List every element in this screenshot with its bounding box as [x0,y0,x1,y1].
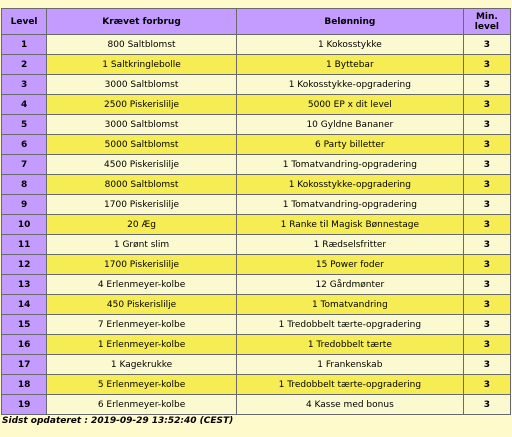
level-cell: 6 [2,135,47,155]
header-reward: Belønning [237,9,464,35]
level-cell: 10 [2,215,47,235]
header-level: Level [2,9,47,35]
reward-cell: 1 Byttebar [237,55,464,75]
reward-cell: 1 Tomatvandring-opgradering [237,155,464,175]
required-cell: 5000 Saltblomst [47,135,237,155]
min-level-cell: 3 [464,135,511,155]
min-level-cell: 3 [464,235,511,255]
level-cell: 2 [2,55,47,75]
min-level-cell: 3 [464,55,511,75]
reward-cell: 1 Rædselsfritter [237,235,464,255]
header-required: Krævet forbrug [47,9,237,35]
reward-cell: 1 Tredobbelt tærte-opgradering [237,315,464,335]
level-cell: 4 [2,95,47,115]
reward-cell: 1 Ranke til Magisk Bønnestage [237,215,464,235]
table-row [2,95,511,115]
level-cell: 12 [2,255,47,275]
required-cell: 5 Erlenmeyer-kolbe [47,375,237,395]
table-row [2,55,511,75]
min-level-cell: 3 [464,95,511,115]
level-cell: 8 [2,175,47,195]
min-level-cell: 3 [464,275,511,295]
table-row [2,255,511,275]
level-cell: 13 [2,275,47,295]
required-cell: 1700 Piskerislilje [47,255,237,275]
min-level-cell: 3 [464,75,511,95]
min-level-cell: 3 [464,35,511,55]
reward-cell: 6 Party billetter [237,135,464,155]
min-level-cell: 3 [464,395,511,415]
table-row [2,135,511,155]
table-row [2,35,511,55]
reward-cell: 1 Tomatvandring [237,295,464,315]
min-level-cell: 3 [464,295,511,315]
table-row [2,115,511,135]
min-level-cell: 3 [464,175,511,195]
required-cell: 3000 Saltblomst [47,75,237,95]
level-cell: 14 [2,295,47,315]
table-row [2,375,511,395]
rewards-table [1,8,511,415]
required-cell: 8000 Saltblomst [47,175,237,195]
level-cell: 9 [2,195,47,215]
table-row [2,195,511,215]
level-cell: 5 [2,115,47,135]
table-row [2,335,511,355]
header-min-level [464,9,511,35]
required-cell: 6 Erlenmeyer-kolbe [47,395,237,415]
reward-cell: 1 Frankenskab [237,355,464,375]
table-row [2,275,511,295]
required-cell: 1 Kagekrukke [47,355,237,375]
min-level-cell: 3 [464,355,511,375]
reward-cell: 1 Kokosstykke-opgradering [237,175,464,195]
min-level-cell: 3 [464,315,511,335]
level-cell: 3 [2,75,47,95]
table-row [2,155,511,175]
min-level-cell: 3 [464,255,511,275]
table-body [2,35,511,415]
required-cell: 20 Æg [47,215,237,235]
reward-cell: 10 Gyldne Bananer [237,115,464,135]
required-cell: 800 Saltblomst [47,35,237,55]
reward-cell: 1 Kokosstykke [237,35,464,55]
level-cell: 19 [2,395,47,415]
required-cell: 3000 Saltblomst [47,115,237,135]
required-cell: 4500 Piskerislilje [47,155,237,175]
required-cell: 4 Erlenmeyer-kolbe [47,275,237,295]
table-row [2,395,511,415]
table-row [2,215,511,235]
level-cell: 18 [2,375,47,395]
header-row [2,9,511,35]
min-level-cell: 3 [464,215,511,235]
level-cell: 17 [2,355,47,375]
table-row [2,355,511,375]
header-min-level-line1: Min. [475,11,498,22]
level-cell: 15 [2,315,47,335]
table-row [2,75,511,95]
level-cell: 16 [2,335,47,355]
required-cell: 450 Piskerislilje [47,295,237,315]
last-updated: Sidst opdateret : 2019-09-29 13:52:40 (CEST) [2,416,234,426]
reward-cell: 12 Gårdmønter [237,275,464,295]
required-cell: 7 Erlenmeyer-kolbe [47,315,237,335]
required-cell: 2500 Piskerislilje [47,95,237,115]
reward-cell: 5000 EP x dit level [237,95,464,115]
required-cell: 1 Erlenmeyer-kolbe [47,335,237,355]
table-row [2,235,511,255]
min-level-cell: 3 [464,195,511,215]
table-row [2,315,511,335]
reward-cell: 1 Tredobbelt tærte [237,335,464,355]
level-cell: 11 [2,235,47,255]
reward-cell: 1 Kokosstykke-opgradering [237,75,464,95]
reward-cell: 4 Kasse med bonus [237,395,464,415]
reward-cell: 1 Tomatvandring-opgradering [237,195,464,215]
level-cell: 1 [2,35,47,55]
min-level-cell: 3 [464,375,511,395]
min-level-cell: 3 [464,155,511,175]
reward-cell: 15 Power foder [237,255,464,275]
required-cell: 1700 Piskerislilje [47,195,237,215]
level-cell: 7 [2,155,47,175]
table-row [2,295,511,315]
required-cell: 1 Grønt slim [47,235,237,255]
reward-cell: 1 Tredobbelt tærte-opgradering [237,375,464,395]
table-row [2,175,511,195]
required-cell: 1 Saltkringlebolle [47,55,237,75]
min-level-cell: 3 [464,115,511,135]
min-level-cell: 3 [464,335,511,355]
header-min-level-line2: level [474,21,500,32]
